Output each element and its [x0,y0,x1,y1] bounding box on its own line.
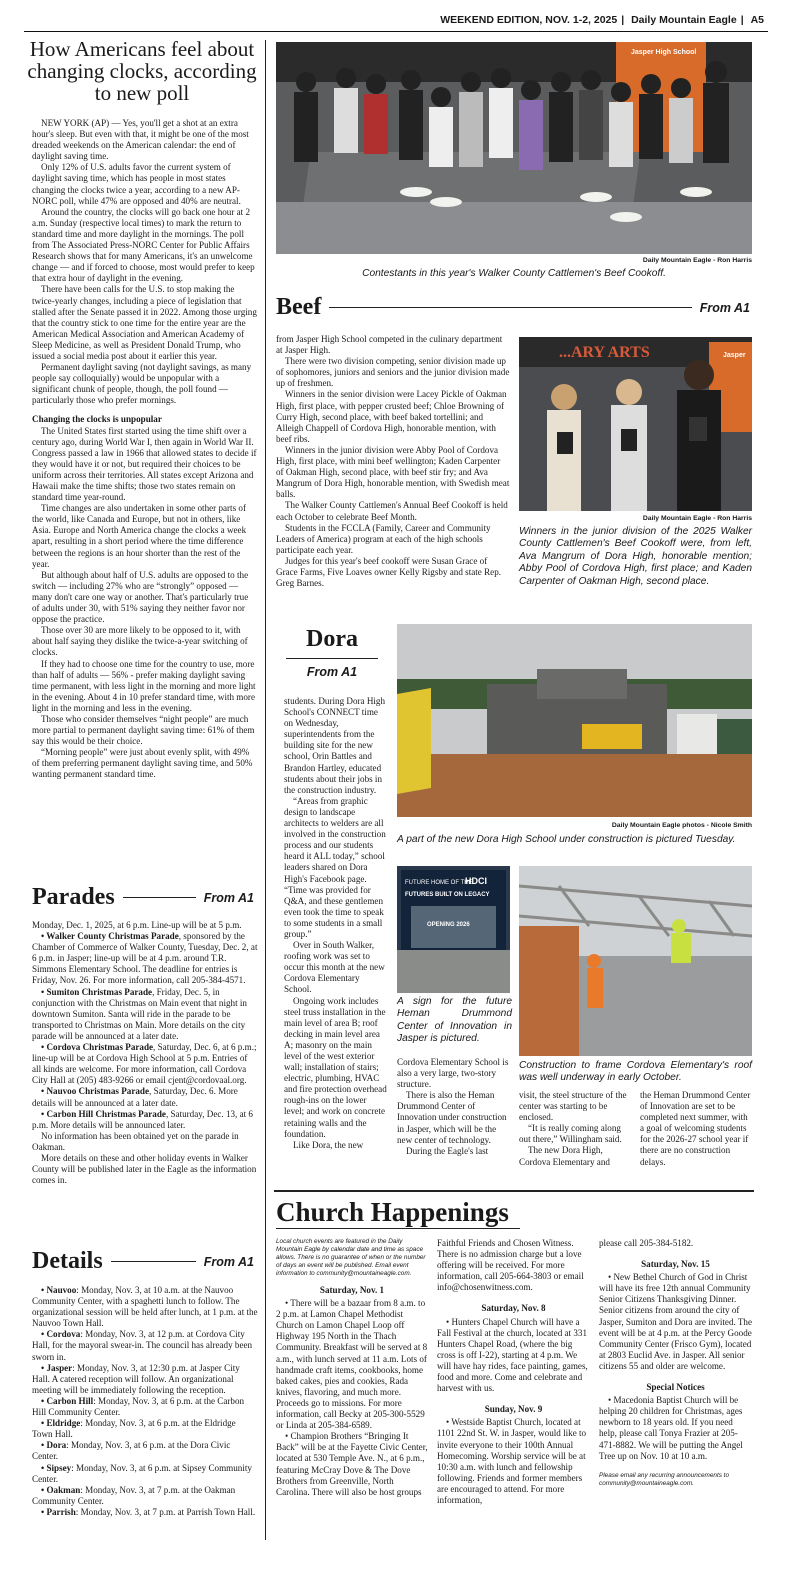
worker-head [587,954,601,968]
person-head [431,87,451,107]
clocks-article [32,118,258,781]
contestants-photo [276,42,752,254]
plate [430,197,462,207]
section-divider [274,1190,754,1192]
church-item: • Hunters Chapel Church will have a Fall Festival at the church, located at 331 Hunters Chapel Road, (where the big cross is off I-22), starting at 4 p.m. We will have hay rides, face painting, games, food and more. Come and celebrate and harvest with us. [437,1316,588,1394]
sign-text: Jasper [723,352,746,359]
heading-rule [111,1261,196,1262]
parades-article [32,920,258,1186]
detail-town: • Dora [41,1440,67,1451]
church-intro: Local church events are featured in the Daily Mountain Eagle by calendar date and time as space allows. There is no guarantee of when or the number of days an event will be published. Email event information to community@mountaineagle.com. [276,1238,426,1277]
person-head [641,74,661,94]
clocks-p8: But although about half of U.S. adults are opposed to the switch — including 27% who are “strongly” opposed — many don't care one way or another. That's particularly true of adults under 30, with 51% saying they neither favor nor oppose the practice. [32,569,249,625]
detail-item [32,1507,258,1518]
church-item: • Champion Brothers “Bringing It Back” will be at the Fayette Civic Center, located at 530 Temple Ave. N., at 6 p.m., featuring McCray Dove & The Dove Brothers from Greenville, North Carolina. There will also be host groups [276,1431,428,1497]
winners-caption: Winners in the junior division of the 2025 Walker County Cattlemen's Beef Cookoff were, from left, Ava Mangrum of Dora High, honorable mention; Abby Pool of Cordova High, first place; and Kaden Carpenter of Oakman High, second place. [519,526,752,587]
dora-text: students. During Dora High School's CONNECT time on Wednesday, superintendents from the building site for the new school, Orin Battles and Brandon Hartley, educated students about their jobs in the construction industry. [284,696,386,795]
plate [580,192,612,202]
winners-photo [519,337,752,511]
clocks-p5: Permanent daylight saving (not daylight savings, as many people say colloquially) would be unpopular with a significant chunk of people, though, the poll found — particularly those who prefer mornings. [32,362,252,406]
detail-text: : Monday, Nov. 3, at 6 p.m. at the Dora Civic Center. [32,1440,231,1462]
church-item: • There will be a bazaar from 8 a.m. to 2 p.m. at Lamon Chapel Methodist Church on Lamon Chapel Loop off Highway 195 North in the Thach Community. Breakfast will be served at 8 a.m., with lunch served at 11 a.m. Lots of handmade craft items, cookbooks, home baked cakes, pies and cookies, Rada knives, flavoring, and much more. Proceeds go to missions. For more information, call Becky at 205-300-5529 or Linda at 205-384-6589. [276,1298,428,1431]
detail-text: : Monday, Nov. 3, at 12 p.m. at Cordova City Hall, for the mayoral swear-in. The council has already been sworn in. [32,1329,253,1362]
parade-name: • Nauvoo Christmas Parade [41,1086,150,1097]
person-body [639,94,663,159]
church-day-head: Saturday, Nov. 15 [641,1259,710,1270]
dora-text: Like Dora, the new [293,1139,364,1150]
construction-site-art [397,624,752,817]
plate [400,187,432,197]
hdci-sign-caption: A sign for the future Heman Drummond Center of Innovation in Jasper is pictured. [397,996,512,1045]
person-body [489,88,513,158]
beef-p2: There were two division competing, senior division made up of sophomores, juniors and seniors and the junior division made up of freshmen. [276,356,510,389]
clocks-p11: Those who consider themselves “night people” are much more partial to permanent daylight saving time: 61% of them say this would be their choice. [32,713,255,747]
detail-text: : Monday, Nov. 3, at 10 a.m. at the Nauvoo Community Center, with a spaghetti lunch to follow. The organizational session will be held after lunch, at 1 p.m. at the Nauvoo Town Hall. [32,1285,258,1329]
dora-col2 [397,1057,512,1157]
heading-rule [123,897,196,898]
hdci-sign-photo [397,866,510,993]
beef-heading [276,294,750,321]
parade-text: , Friday, Dec. 5, in conjunction with the Christmas on Main event that night in downtown Sumiton. Santa will ride in the parade to be transported to Christmas on Main. More details on the city parade will be announced at a later date. [32,986,247,1041]
clocks-headline: How Americans feel about changing clocks, according to new poll [27,37,257,105]
clocks-p4: There have been calls for the U.S. to stop making the twice-yearly changes, including a piece of legislation that stalled after the Senate passed it in 2022. Among those urging that the country stick to one time for the entire year are the American Medical Association and American Academy of Sleep Medicine, as well as President Donald Trump, who issued a social media post about it earlier this year. [32,284,257,361]
person-body [609,102,633,167]
dora-text: There is also the Heman Drummond Center of Innovation under construction in Jasper, which will be the new center of technology. [397,1090,507,1145]
page-header: WEEKEND EDITION, NOV. 1-2, 2025 | Daily Mountain Eagle | A5 [24,14,768,32]
person-head [616,379,642,405]
dora-text: “Areas from graphic design to landscape architects to welders are all involved in the construction process and our students heard it ALL today,” school leaders shared on Dora High's Facebook page. “Time was provided for Q&A, and these gentlemen even took the time to speak to some students in a small group.” [284,795,386,939]
parade-item [32,1086,258,1108]
clocks-p6: The United States first started using the time shift over a century ago, during World War I, then again in World War II. Congress passed a law in 1966 that allowed states to decide if they would have it or not, but required their choices to be uniform across their territories. All states except Arizona and Hawaii make the time shifts; those two states remain on standard time year-round. [32,425,257,503]
detail-town: • Oakman [41,1484,81,1495]
detail-item [32,1418,258,1440]
detail-text: : Monday, Nov. 3, at 7 p.m. at the Oakman Community Center. [32,1484,236,1506]
parade-name: • Carbon Hill Christmas Parade [41,1108,166,1119]
warning-sign [397,688,431,794]
hdci-sign-art [397,866,510,993]
construction-site-photo [397,624,752,817]
person-body [669,98,693,163]
sign-opening: OPENING 2026 [427,922,470,928]
parade-text: , Saturday, Dec. 13, at 6 p.m. More details will be announced later. [32,1108,253,1130]
church-day-head: Saturday, Nov. 1 [319,1285,385,1295]
person-body [429,107,453,167]
dora-title: Dora [306,626,358,652]
edition-date: WEEKEND EDITION, NOV. 1-2, 2025 [440,14,618,26]
dora-photo-credit: Daily Mountain Eagle photos - Nicole Smith [611,822,752,829]
parades-intro: Monday, Dec. 1, 2025, at 6 p.m. Line-up will be at 5 p.m. [32,920,242,930]
block-wall [579,956,752,1056]
roof-caption: Construction to frame Cordova Elementary's roof was well underway in early October. [519,1060,752,1084]
person-head [551,72,571,92]
beef-p6: Students in the FCCLA (Family, Career and Community Leaders of America) program at each of the high schools participate each year. [276,522,491,555]
church-title: Church Happenings [276,1196,520,1229]
person-head [366,74,386,94]
parade-item [32,1042,258,1086]
fence [397,950,510,993]
dora-site-caption: A part of the new Dora High School under construction is pictured Tuesday. [397,834,736,845]
parade-item [32,931,258,986]
church-item: • New Bethel Church of God in Christ will have its free 12th annual Community Senior Citizens Thanksgiving Dinner. Senior citizens from around the city of Jasper, Sumiton and Dora are invited. The event will be at 4 p.m. at the Percy Goode Community Center (Frisco Gym), located at 2803 Euclid Ave. in Jasper. All senior citizens 55 and older are welcome. [599,1272,753,1371]
person-head [611,82,631,102]
detail-town: • Parrish [41,1506,76,1517]
detail-text: : Monday, Nov. 3, at 6 p.m. at the Eldridge Town Hall. [32,1418,236,1440]
heading-rule [329,307,691,308]
detail-town: • Jasper [41,1362,73,1373]
parade-name: • Cordova Christmas Parade [41,1042,154,1053]
dora-text: “It is really coming along out there,” Willingham said. [519,1123,622,1145]
clocks-p2: Only 12% of U.S. adults favor the current system of daylight saving time, which has people in most states changing the clocks twice a year, according to a new AP-NORC poll, while 47% are opposed and 40% are neutral. [32,162,241,206]
parades-title: Parades [32,884,115,910]
award-plaque [557,432,573,454]
parades-oakman: No information has been obtained yet on the parade in Oakman. [32,1130,239,1152]
detail-item [32,1463,258,1485]
person-body [677,390,721,511]
clocks-p12: “Morning people” were just about evenly split, with 49% of them preferring permanent daylight saving time, and 50% wanting permanent standard time. [32,747,253,780]
photo1-credit: Daily Mountain Eagle - Ron Harris [642,257,752,264]
person-body [334,88,358,153]
truck-cab [677,714,717,754]
beef-title: Beef [276,294,322,320]
person-body [611,405,647,511]
person-head [336,68,356,88]
detail-town: • Carbon Hill [41,1395,94,1406]
clocks-p10: If they had to choose one time for the country to use, more than half of adults — 56% - prefer making daylight saving time permanent, with less light in the morning and more light in the evening. About 4 in 10 prefer standard time, with more light in the morning and less in the evening. [32,658,256,713]
worker-body [671,933,691,963]
dora-text: visit, the steel structure of the center was starting to be enclosed. [519,1090,627,1123]
dora-col1 [284,696,389,1151]
person-head [705,61,727,83]
red-dirt [397,754,752,817]
beef-p4: Winners in the junior division were Abby Pool of Cordova High, first place, with mini beef wellington; Kaden Carpenter of Oakman High, second place, with beef stir fry; and Ava Mangrum of Dora High, honorable mention, with Swedish meat balls. [276,444,510,500]
winners-credit: Daily Mountain Eagle - Ron Harris [642,515,752,522]
church-item: Faithful Friends and Chosen Witness. There is no admission charge but a love offering will be received. For more information, call 205-664-3803 or email info@chosenwitness.com. [437,1238,584,1293]
detail-item [32,1329,258,1362]
detail-text: : Monday, Nov. 3, at 6 p.m. at Sipsey Community Center. [32,1462,252,1484]
church-col2 [437,1238,590,1506]
school-sign-text: Jasper High School [631,49,697,56]
photo1-caption: Contestants in this year's Walker County Cattlemen's Beef Cookoff. [362,268,666,279]
person-head [401,70,421,90]
paper-name: Daily Mountain Eagle [631,14,737,26]
parades-more: More details on these and other holiday events in Walker County will be published later in the Eagle as the information comes in. [32,1152,257,1186]
plate [610,212,642,222]
clocks-p7: Time changes are also undertaken in some other parts of the world, like Canada and Europe, but not in others, like Asia. Europe and North America change the clocks a week apart, resulting in a short period where the time difference between the regions is an hour shorter than the rest of the year. [32,503,247,569]
beef-p1: from Jasper High School competed in the culinary department at Jasper High. [276,334,503,356]
scaffold [519,926,579,1056]
beef-from: From A1 [699,300,750,315]
building-upper [537,669,627,699]
person-body [399,90,423,160]
detail-town: • Cordova [41,1329,81,1340]
detail-item [32,1285,258,1329]
dora-text: Ongoing work includes steel truss installation in the main level of area B; roof decking in main level area A; masonry on the main level of the west exterior wall; installation of stairs; electric, plumbing, HVAC and fire protection overhead rough-ins on the lower level; and work on concrete retaining walls and the foundation. [284,995,387,1139]
award-plaque [621,429,637,451]
dora-col4 [640,1090,752,1168]
person-body [547,410,581,511]
beef-p7: Judges for this year's beef cookoff were Susan Grace of Grace Farms, Five Loaves owner Kelly Rigsby and state Rep. Greg Barnes. [276,555,502,589]
church-day-head: Sunday, Nov. 9 [484,1404,543,1415]
parade-text: , Saturday, Dec. 6, at 6 p.m.; line-up will be at Cordova High School at 5 p.m. Entries of all kinds are welcome. For more information, call Cordova City Hall at (205) 483-9266 or email cjent@cordovaal.org. [32,1042,257,1086]
detail-item [32,1440,258,1462]
heading-rule [286,658,378,659]
banner-text: ...ARY ARTS [559,344,650,361]
parades-from: From A1 [203,890,254,905]
detail-town: • Eldridge [41,1418,81,1429]
truck [717,719,752,754]
roof-framing-photo [519,866,752,1056]
page-number: A5 [750,14,764,26]
parade-name: • Sumiton Christmas Parade [41,986,153,997]
dora-text: Cordova Elementary School is also a very large, two-story structure. [397,1057,509,1090]
clocks-p3: Around the country, the clocks will go back one hour at 2 a.m. Sunday (respective local times) to mark the return to standard time and more daylight in the mornings. The poll from The Associated Press-NORC Center for Public Affairs Research shows that for many Americans, it's an unwelcome change — and if forced to choose, most would prefer to keep that extra hour of daylight in the evening. [32,206,255,284]
person-body [519,100,543,170]
details-article [32,1285,258,1518]
church-col1 [276,1238,428,1498]
details-from: From A1 [203,1254,254,1269]
person-head [521,80,541,100]
parade-item [32,987,258,1042]
dora-text: the Heman Drummond Center of Innovation are set to be completed next summer, with a goal of welcoming students for the 2026-27 school year if there are no construction delays. [640,1090,751,1167]
sign-brand: HDCI [465,876,487,886]
church-footer: Please email any recurring announcements to community@mountaineagle.com. [599,1471,730,1487]
clocks-subhead: Changing the clocks is unpopular [32,414,162,425]
person-head [296,72,316,92]
beef-p5: The Walker County Cattlemen's Annual Beef Cookoff is held each October to celebrate Beef Month. [276,500,508,522]
detail-item [32,1363,258,1396]
detail-town: • Sipsey [41,1462,72,1473]
person-body [294,92,318,162]
clocks-p9: Those over 30 are more likely to be opposed to it, with about half saying they dislike the twice-a-year switching of clocks. [32,625,248,658]
person-body [459,92,483,167]
dora-text: Over in South Walker, roofing work was set to occur this month at the new Cordova Elementary School. [284,940,385,995]
award-plaque [689,417,707,441]
detail-text: : Monday, Nov. 3, at 6 p.m. at the Carbon Hill Community Center. [32,1395,245,1418]
roof-framing-art [519,866,752,1056]
detail-text: : Monday, Nov. 3, at 7 p.m. at Parrish Town Hall. [75,1506,256,1517]
person-body [549,92,573,162]
worker-head [672,919,686,933]
details-title: Details [32,1248,103,1274]
person-head [581,70,601,90]
detail-item [32,1485,258,1507]
contestants-photo-art [276,42,752,254]
person-head [551,384,577,410]
church-day-head: Special Notices [646,1382,705,1393]
worker-body [587,968,603,1008]
person-body [579,90,603,160]
column-divider [265,40,266,1540]
church-item: • Westside Baptist Church, located at 1101 22nd St. W. in Jasper, would like to invite everyone to their 100th Annual Homecoming. Worship service will be at 10:30 a.m. with lunch and fellowship following. Friends and former members are encouraged to attend. For more information, [437,1417,587,1505]
church-day-head: Saturday, Nov. 8 [481,1303,546,1314]
detail-town: • Nauvoo [41,1285,77,1295]
dora-text: During the Eagle's last [406,1145,489,1156]
person-head [671,78,691,98]
dora-text: The new Dora High, Cordova Elementary and [519,1145,610,1167]
person-head [491,68,511,88]
dora-heading [276,624,388,681]
church-item: please call 205-384-5182. [599,1238,694,1248]
parade-text: , sponsored by the Chamber of Commerce of Walker County, Tuesday, Dec. 2, at 6 p.m. in Jasper; line-up will be at 4 p.m. around T.R. Simmons Elementary School. The deadline for entries is Friday, Nov. 26. For more information, call 205-384-4571. [32,931,258,986]
parades-heading [32,884,254,911]
detail-text: : Monday, Nov. 3, at 12:30 p.m. at Jasper City Hall. A catered reception will follow. An organizational meeting will be immediately following the reception. [32,1362,240,1395]
excavator [582,724,642,749]
detail-item [32,1396,258,1418]
beef-p3: Winners in the senior division were Lacey Pickle of Oakman High, first place, with pepper crusted beef; Chloe Browning of Curry High, second place, with beef baked tortellini; and Alleigh Chappell of Cordova High, honorable mention, with beef ribs. [276,389,507,444]
details-heading [32,1248,254,1275]
sign-line1: FUTURE HOME OF THE [405,880,473,886]
church-col3 [599,1238,752,1488]
parade-text: , Saturday, Dec. 6. More details will be announced at a later date. [32,1086,238,1108]
dora-col3 [519,1090,631,1168]
person-body [364,94,388,154]
parade-name: • Walker County Christmas Parade [41,931,179,942]
church-item: • Macedonia Baptist Church will be helping 20 children for Christmas, ages newborn to 18 years old. If you need help, please call Tonya Frazier at 205-471-8882. We will be putting the Angel Tree up on Nov. 10 at 10 a.m. [599,1395,743,1461]
person-head [684,360,714,390]
parade-item [32,1109,258,1131]
dora-from: From A1 [306,665,358,679]
sign-line2: FUTURES BUILT ON LEGACY [405,892,490,898]
person-head [461,72,481,92]
plate [680,187,712,197]
winners-photo-art [519,337,752,511]
person-body [703,83,729,163]
beef-article [276,334,510,589]
floor [276,202,752,254]
clocks-p1: NEW YORK (AP) — Yes, you'll get a shot at an extra hour's sleep. But even with that, it might be one of the most dreaded weekends on the American calendar: the end of daylight saving time. [32,118,249,162]
